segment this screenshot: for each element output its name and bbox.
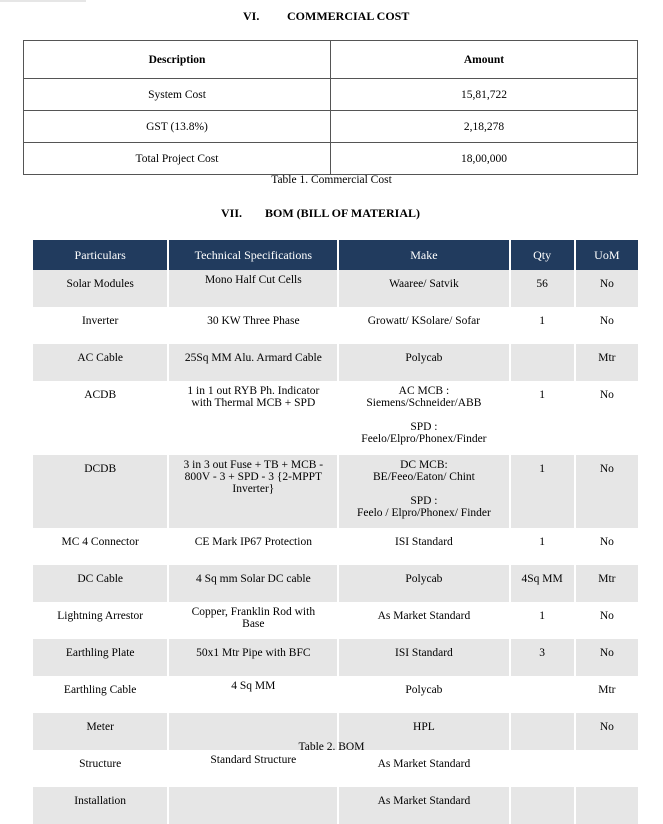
cell-description: System Cost [24, 79, 331, 111]
cell-make: Waaree/ Satvik [339, 270, 510, 307]
cell-particulars: Installation [33, 787, 169, 824]
cell-qty: 1 [511, 602, 576, 639]
section-heading-commercial-cost [243, 9, 409, 24]
section-number: VI. [243, 9, 260, 23]
cell-qty: 1 [511, 307, 576, 344]
cell-make: As Market Standard [339, 787, 510, 824]
cell-uom: No [576, 713, 638, 750]
section-heading-bom [221, 206, 420, 221]
cell-particulars: ACDB [33, 381, 169, 455]
cell-amount: 18,00,000 [331, 143, 638, 175]
table-row [24, 79, 638, 111]
cell-description: GST (13.8%) [24, 111, 331, 143]
make-line: DC MCB: [400, 459, 448, 471]
cell-tech: 30 KW Three Phase [169, 307, 339, 344]
cell-particulars: Structure [33, 750, 169, 787]
cell-uom: Mtr [598, 684, 616, 696]
make-line: SPD : [410, 495, 438, 507]
cell-qty: 3 [511, 639, 576, 676]
cell-qty: 4Sq MM [511, 565, 576, 602]
cell-make: Polycab [339, 565, 510, 602]
make-line: Feelo/Elpro/Phonex/Finder [361, 433, 487, 445]
make-line: AC MCB : [398, 385, 450, 397]
commercial-cost-table [23, 40, 638, 175]
cell-qty [511, 787, 576, 824]
cell-particulars: AC Cable [33, 344, 169, 381]
cell-tech [169, 455, 339, 528]
make-line: BE/Feeo/Eaton/ Chint [372, 471, 475, 483]
cell-uom [576, 787, 638, 824]
cell-qty: 1 [511, 381, 576, 455]
cell-make: As Market Standard [339, 602, 510, 639]
bom-table [33, 240, 638, 824]
table-row [24, 111, 638, 143]
cell-uom: No [576, 455, 638, 528]
section-title: BOM (BILL OF MATERIAL) [265, 206, 421, 220]
cell-particulars: Meter [33, 713, 169, 750]
header-amount: Amount [331, 41, 638, 79]
cell-uom: No [576, 639, 638, 676]
cell-particulars: Solar Modules [33, 270, 169, 307]
cell-qty: 1 [511, 528, 576, 565]
table-caption: Table 1. Commercial Cost [271, 174, 392, 186]
header-particulars: Particulars [33, 240, 169, 270]
header-uom: UoM [576, 240, 638, 270]
table-header-row [33, 240, 638, 270]
cell-qty: 56 [511, 270, 576, 307]
table-caption: Table 2. BOM [298, 741, 365, 753]
cell-tech [169, 381, 339, 455]
cell-description: Total Project Cost [24, 143, 331, 175]
cell-make: ISI Standard [339, 639, 510, 676]
section-title: COMMERCIAL COST [287, 9, 410, 23]
cell-amount: 2,18,278 [331, 111, 638, 143]
cell-tech [169, 602, 339, 639]
make-line: Siemens/Schneider/ABB [366, 397, 482, 409]
tech-line: Inverter} [232, 483, 275, 495]
tech-line: 3 in 3 out Fuse + TB + MCB - [183, 459, 324, 471]
table-row [33, 602, 638, 639]
cell-particulars: Lightning Arrestor [33, 602, 169, 639]
cell-uom: Mtr [576, 344, 638, 381]
cell-make [339, 455, 510, 528]
header-technical-specifications: Technical Specifications [169, 240, 339, 270]
top-divider [0, 0, 86, 2]
cell-particulars: Earthling Cable [33, 676, 169, 713]
header-make: Make [339, 240, 510, 270]
cell-make: HPL [339, 713, 510, 750]
cell-qty [511, 750, 576, 787]
table-row [33, 528, 638, 565]
table-row [33, 344, 638, 381]
tech-line: 800V - 3 + SPD - 3 {2-MPPT [184, 471, 323, 483]
cell-make: Polycab [339, 676, 510, 713]
cell-make: Polycab [339, 344, 510, 381]
cell-make [339, 381, 510, 455]
table-row [33, 455, 638, 528]
tech-line: Base [242, 618, 265, 630]
table-row [33, 307, 638, 344]
cell-amount: 15,81,722 [331, 79, 638, 111]
cell-tech: Standard Structure [169, 750, 339, 787]
cell-tech: CE Mark IP67 Protection [169, 528, 339, 565]
cell-tech: 4 Sq MM [169, 676, 339, 713]
tech-line: 1 in 1 out RYB Ph. Indicator [187, 385, 320, 397]
cell-qty [511, 676, 576, 713]
table-row [33, 565, 638, 602]
make-line: SPD : [410, 421, 438, 433]
cell-tech: 25Sq MM Alu. Armard Cable [169, 344, 339, 381]
cell-make: ISI Standard [339, 528, 510, 565]
table-row [33, 787, 638, 824]
cell-uom: No [599, 389, 614, 401]
cell-particulars: Earthling Plate [33, 639, 169, 676]
cell-uom: No [599, 315, 614, 327]
cell-particulars: DC Cable [33, 565, 169, 602]
cell-uom: Mtr [576, 565, 638, 602]
tech-line: with Thermal MCB + SPD [191, 397, 316, 409]
header-description: Description [24, 41, 331, 79]
cell-qty [511, 344, 576, 381]
cell-tech [169, 787, 339, 824]
cell-particulars: MC 4 Connector [33, 528, 169, 565]
cell-uom: No [599, 536, 614, 548]
cell-uom [576, 750, 638, 787]
table-row [33, 381, 638, 455]
table-header-row [24, 41, 638, 79]
tech-line: Copper, Franklin Rod with [191, 606, 316, 618]
cell-particulars: Inverter [33, 307, 169, 344]
table-row [33, 676, 638, 713]
cell-uom: No [599, 610, 614, 622]
cell-tech: 50x1 Mtr Pipe with BFC [169, 639, 339, 676]
cell-make: As Market Standard [339, 750, 510, 787]
table-row [33, 750, 638, 787]
cell-particulars: DCDB [33, 455, 169, 528]
section-number: VII. [221, 206, 243, 220]
cell-uom: No [576, 270, 638, 307]
header-qty: Qty [511, 240, 576, 270]
cell-qty: 1 [511, 455, 576, 528]
table-row [33, 639, 638, 676]
cell-tech: 4 Sq mm Solar DC cable [169, 565, 339, 602]
cell-make: Growatt/ KSolare/ Sofar [339, 307, 510, 344]
make-line: Feelo / Elpro/Phonex/ Finder [356, 507, 491, 519]
table-row [24, 143, 638, 175]
cell-tech: Mono Half Cut Cells [169, 270, 339, 307]
table-row [33, 270, 638, 307]
